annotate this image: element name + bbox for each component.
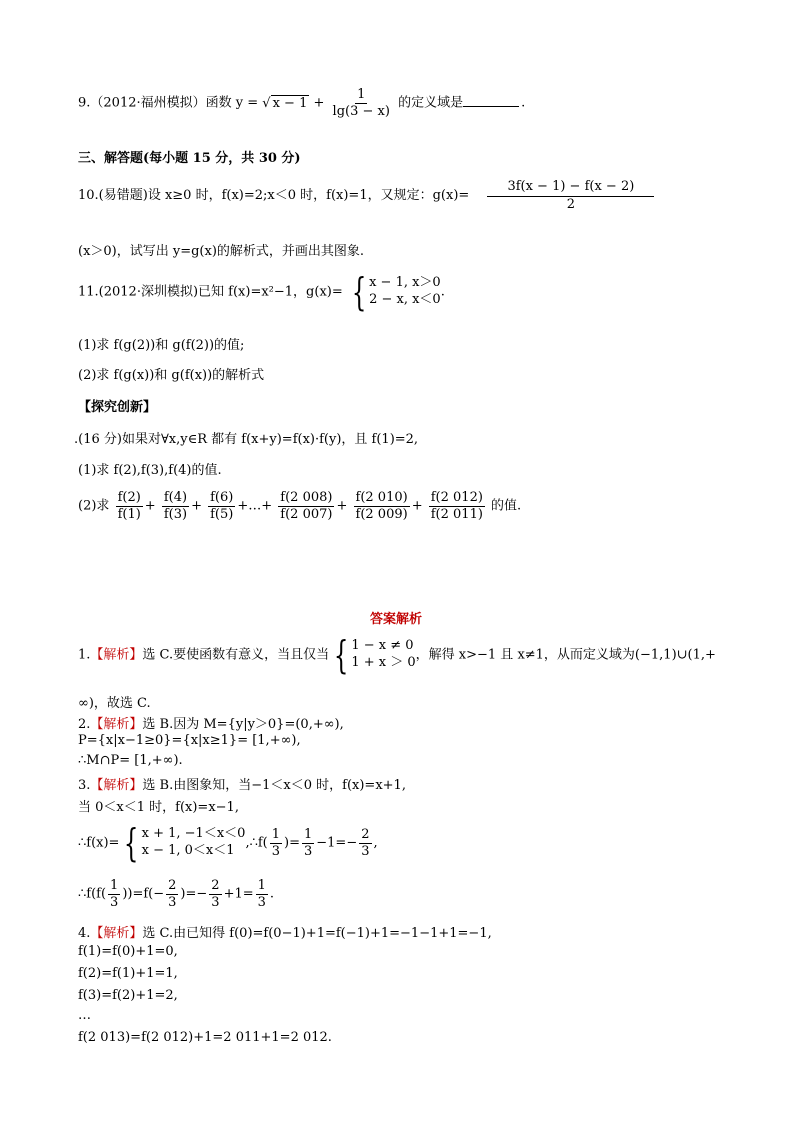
analysis-tag: 【解析】 — [90, 926, 143, 941]
question-10 — [78, 180, 656, 211]
q10-fraction: $\frac{3f(x - 1) - f(x - 2)}{2}$ — [487, 180, 654, 211]
explore-sub1: (1)求 f(2),f(3),f(4)的值. — [78, 463, 222, 478]
sum-frac-1: $\frac{f(2)}{f(1)}$ — [117, 490, 141, 522]
q10-line2: (x＞0)，试写出 y=g(x)的解析式，并画出其图象. — [78, 244, 365, 259]
explore-heading: 【探究创新】 — [78, 400, 157, 415]
question-9: 9.（2012·福州模拟）函数 y = √ x − 1 + $\frac{1}{\lg(3 - x)}$ 的定义域是 . — [78, 87, 526, 119]
explore-sub2: (2)求 $\frac{f(2)}{f(1)}$ + $\frac{f(4)}{f(3)}$ + $\frac{f(6)}{f(5)}$ +…+ $\frac{f(2 008)}{f(2 007)}$ + $\frac{f(2 010)}{f(2 009)}$ + $\frac{f(2 012)}{f(2 011)}$ 的值. — [78, 490, 522, 522]
answer-2-line3: ∴M∩P= [1,+∞). — [78, 753, 183, 768]
answer-3-line2: 当 0＜x＜1 时，f(x)=x−1, — [78, 800, 239, 815]
answer-4-line: f(2)=f(1)+1=1, — [78, 966, 178, 981]
explore-question: .(16 分)如果对∀x,y∈R 都有 f(x+y)=f(x)·f(y)，且 f(1)=2, — [74, 432, 419, 447]
answer-4: 4.【解析】选 C.由已知得 f(0)=f(0−1)+1=f(−1)+1=−1−1+1=−1, — [78, 926, 492, 941]
analysis-tag: 【解析】 — [90, 647, 143, 663]
answer-4-line: … — [78, 1008, 91, 1023]
answer-2: 2.【解析】选 B.因为 M={y|y＞0}=(0,+∞), — [78, 717, 344, 732]
q11-text: 11.(2012·深圳模拟)已知 f(x)=x²−1，g(x)= — [78, 284, 343, 300]
q9-plus: + — [313, 95, 325, 111]
answers-title: 答案解析 — [370, 612, 423, 627]
answer-3: 3.【解析】选 B.由图象知，当−1＜x＜0 时，f(x)=x+1, — [78, 778, 406, 793]
q11-sub2: (2)求 f(g(x))和 g(f(x))的解析式 — [78, 368, 265, 383]
q9-fraction — [331, 88, 392, 118]
answer-3-result-line: ∴f(f( $\frac{1}{3}$ ))=f(− $\frac{2}{3}$ )=− $\frac{2}{3}$ +1= $\frac{1}{3}$ . — [78, 878, 275, 910]
sum-frac-5: $\frac{f(2 010)}{f(2 009)}$ — [355, 490, 408, 522]
answer-2-line2: P={x|x−1≥0}={x|x≥1}= [1,+∞), — [78, 733, 301, 748]
answer-1-line2: ∞)，故选 C. — [78, 696, 151, 711]
answer-1: 1.【解析】选 C.要使函数有意义，当且仅当 { 1 − x ≠ 0 1 + x ＞ 0 ，解得 x>−1 且 x≠1，从而定义域为(−1,1)∪(1,+ — [78, 633, 716, 677]
answer-4-line: f(3)=f(2)+1=2, — [78, 988, 178, 1003]
question-11: 11.(2012·深圳模拟)已知 f(x)=x²−1，g(x)= { x − 1, x＞0 2 − x, x＜0 . — [78, 270, 445, 314]
q9-suffix: 的定义域是 — [398, 95, 464, 111]
q9-y-eq: y = — [235, 95, 259, 111]
q10-text: 10.(易错题)设 x≥0 时，f(x)=2;x＜0 时，f(x)=1，又规定：g(x)= — [78, 188, 470, 204]
q9-prefix: 9.（2012·福州模拟）函数 — [78, 95, 232, 111]
analysis-tag: 【解析】 — [90, 778, 143, 793]
sum-frac-2: $\frac{f(4)}{f(3)}$ — [163, 490, 188, 522]
section-3-heading: 三、解答题(每小题 15 分，共 30 分) — [78, 151, 301, 166]
answer-4-line: f(1)=f(0)+1=0, — [78, 944, 178, 959]
sum-frac-6: $\frac{f(2 012)}{f(2 011)}$ — [430, 490, 483, 522]
q9-frac-num: 1 — [357, 87, 366, 102]
q9-frac-den: lg(3 − x) — [332, 103, 390, 119]
a1-system: { 1 − x ≠ 0 1 + x ＞ 0 — [334, 633, 416, 677]
q9-sqrt: √ x − 1 — [262, 95, 308, 111]
analysis-tag: 【解析】 — [90, 717, 143, 732]
answer-3-piecewise-line: ∴f(x)= { x + 1, −1＜x＜0 x − 1, 0＜x＜1 ,∴f( $\frac{1}{3}$ )= $\frac{1}{3}$ −1=− $\frac{2}{3}$ , — [78, 821, 378, 865]
sum-frac-4: $\frac{f(2 008)}{f(2 007)}$ — [280, 490, 333, 522]
sum-frac-3: $\frac{f(6)}{f(5)}$ — [210, 490, 234, 522]
answer-4-line: f(2 013)=f(2 012)+1=2 011+1=2 012. — [78, 1030, 332, 1045]
q11-piecewise: { x − 1, x＞0 2 − x, x＜0 — [351, 270, 441, 314]
q11-sub1: (1)求 f(g(2))和 g(f(2))的值; — [78, 338, 245, 353]
q9-answer-blank — [463, 94, 519, 107]
